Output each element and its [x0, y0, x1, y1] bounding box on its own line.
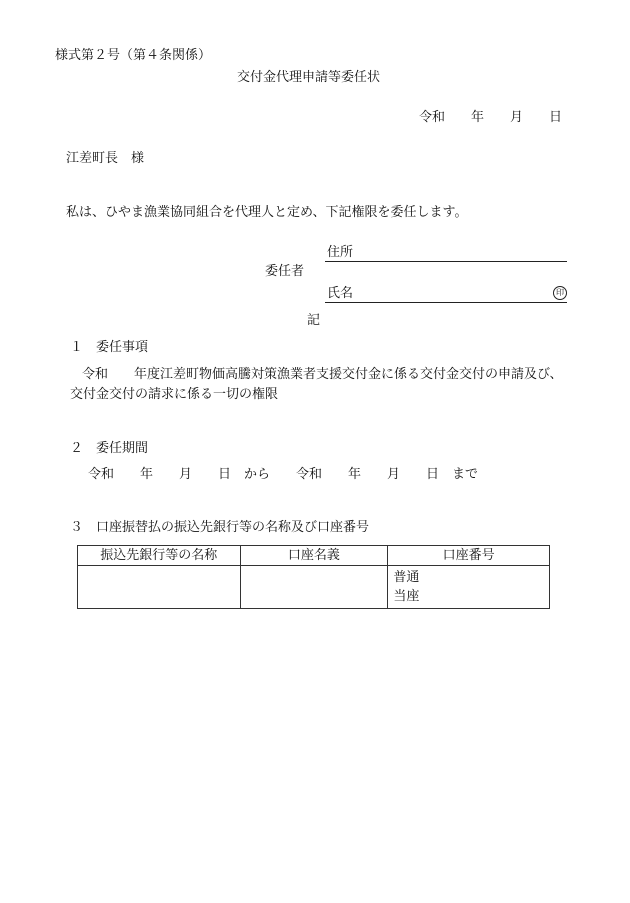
section3-heading: ３ 口座振替払の振込先銀行等の名称及び口座番号	[70, 520, 370, 535]
delegator-label: 委任者	[265, 264, 305, 279]
addressee: 江差町長 様	[66, 151, 145, 166]
section1-heading: １ 委任事項	[70, 340, 149, 355]
address-field-line[interactable]	[325, 261, 567, 262]
section2-heading: ２ 委任期間	[70, 441, 149, 456]
address-label: 住所	[327, 245, 354, 260]
form-number: 様式第２号（第４条関係）	[55, 48, 212, 63]
seal-icon: 印	[553, 286, 567, 300]
intro-statement: 私は、ひやま漁業協同組合を代理人と定め、下記権限を委任します。	[66, 205, 468, 220]
bank-name-cell[interactable]	[78, 566, 241, 609]
date-month: 月	[510, 110, 524, 125]
date-era: 令和	[419, 110, 446, 125]
column-account-holder: 口座名義	[240, 546, 388, 566]
table-header-row	[78, 546, 550, 566]
column-account-number: 口座番号	[388, 546, 550, 566]
date-day: 日	[549, 110, 563, 125]
section1-body-line2: 交付金交付の請求に係る一切の権限	[70, 387, 279, 402]
date-year: 年	[471, 110, 485, 125]
account-type-current: 当座	[393, 589, 420, 604]
document-title: 交付金代理申請等委任状	[237, 70, 381, 85]
account-table	[77, 545, 550, 609]
date-line	[419, 110, 562, 126]
account-holder-cell[interactable]	[240, 566, 388, 609]
name-field-line[interactable]	[325, 302, 567, 303]
name-label: 氏名	[327, 286, 354, 301]
account-number-cell[interactable]	[388, 566, 550, 609]
account-type-ordinary: 普通	[393, 570, 420, 585]
section1-body-line1: 令和 年度江差町物価高騰対策漁業者支援交付金に係る交付金交付の申請及び、	[82, 367, 563, 382]
table-row	[78, 566, 550, 609]
column-bank-name: 振込先銀行等の名称	[78, 546, 241, 566]
section2-period: 令和 年 月 日 から 令和 年 月 日 まで	[88, 467, 479, 482]
ki-heading: 記	[307, 313, 321, 328]
